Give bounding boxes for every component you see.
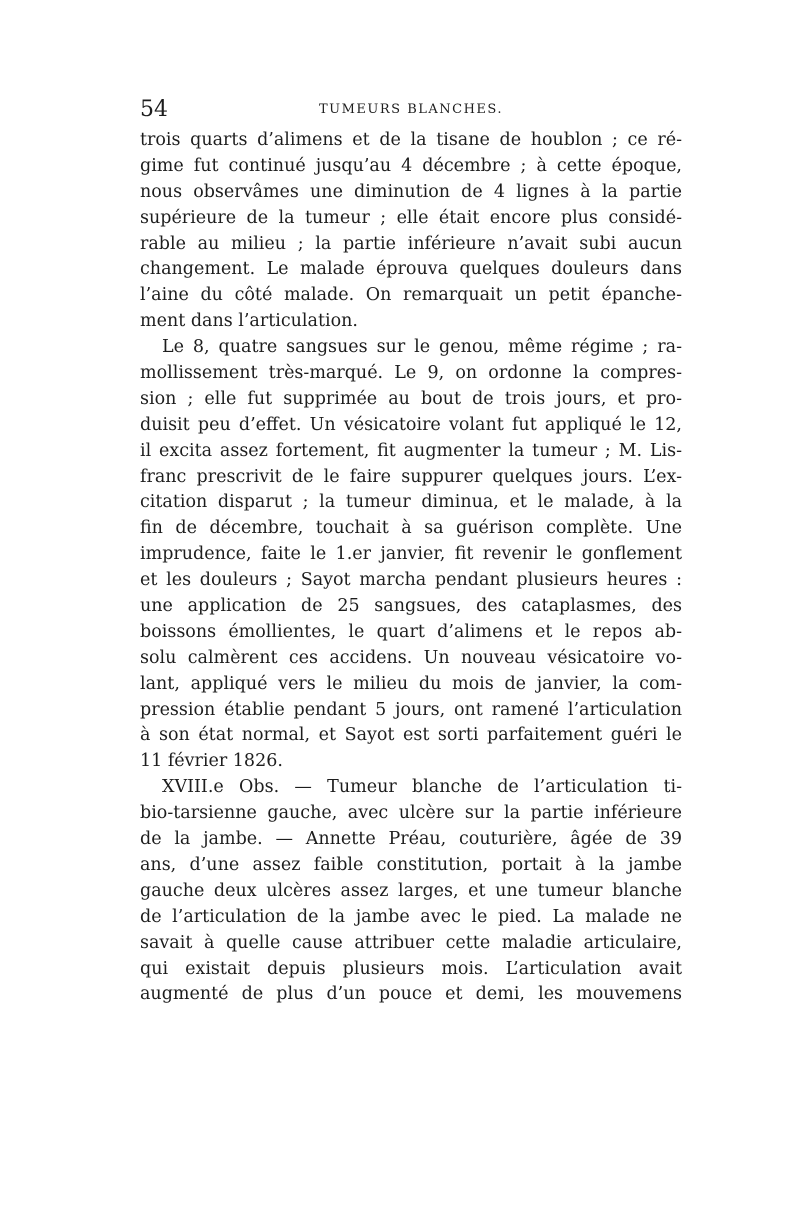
text-line: Le 8, quatre sangsues sur le genou, même régime ; ra- bbox=[162, 337, 682, 358]
text-line: savait à quelle cause attribuer cette maladie articulaire, bbox=[140, 932, 682, 953]
text-line: à son état normal, et Sayot est sorti parfaitement guéri le bbox=[140, 725, 682, 746]
body-text bbox=[140, 128, 682, 1008]
text-line: changement. Le malade éprouva quelques douleurs dans bbox=[140, 259, 682, 280]
text-line: ans, d’une assez faible constitution, portait à la jambe bbox=[140, 854, 682, 875]
text-line: une application de 25 sangsues, des cataplasmes, des bbox=[140, 596, 682, 617]
text-line: lant, appliqué vers le milieu du mois de janvier, la com- bbox=[140, 673, 682, 694]
text-line: et les douleurs ; Sayot marcha pendant plusieurs heures : bbox=[140, 570, 682, 591]
text-line: duisit peu d’effet. Un vésicatoire volant fut appliqué le 12, bbox=[140, 414, 682, 435]
text-line: l’aine du côté malade. On remarquait un petit épanche- bbox=[140, 285, 682, 306]
text-line: solu calmèrent ces accidens. Un nouveau vésicatoire vo- bbox=[140, 647, 682, 668]
text-line: sion ; elle fut supprimée au bout de trois jours, et pro- bbox=[140, 388, 682, 409]
text-line: ment dans l’articulation. bbox=[140, 311, 358, 332]
text-line: de l’articulation de la jambe avec le pied. La malade ne bbox=[140, 906, 682, 927]
text-line: fin de décembre, touchait à sa guérison complète. Une bbox=[140, 518, 682, 539]
text-line: gime fut continué jusqu’au 4 décembre ; à cette époque, bbox=[140, 155, 682, 176]
text-line: mollissement très-marqué. Le 9, on ordonne la compres- bbox=[140, 363, 682, 384]
text-line: trois quarts d’alimens et de la tisane de houblon ; ce ré- bbox=[140, 130, 682, 150]
text-line: XVIII.e Obs. — Tumeur blanche de l’articulation ti- bbox=[162, 777, 682, 798]
text-line: pression établie pendant 5 jours, ont ramené l’articulation bbox=[140, 699, 682, 720]
text-line: il excita assez fortement, fit augmenter la tumeur ; M. Lis- bbox=[140, 440, 682, 461]
text-line: nous observâmes une diminution de 4 lignes à la partie bbox=[140, 181, 682, 202]
running-title: TUMEURS BLANCHES. bbox=[318, 102, 503, 117]
text-line: 11 février 1826. bbox=[140, 751, 283, 772]
page-number: 54 bbox=[140, 97, 168, 122]
text-line: rable au milieu ; la partie inférieure n’avait subi aucun bbox=[140, 233, 682, 254]
text-line: gauche deux ulcères assez larges, et une tumeur blanche bbox=[140, 880, 682, 901]
text-line: augmenté de plus d’un pouce et demi, les mouvemens bbox=[140, 984, 682, 1005]
running-head bbox=[140, 96, 682, 124]
text-line: imprudence, faite le 1.er janvier, fit revenir le gonflement bbox=[140, 544, 682, 565]
text-line: franc prescrivit de le faire suppurer quelques jours. L’ex- bbox=[140, 466, 682, 487]
text-line: qui existait depuis plusieurs mois. L’articulation avait bbox=[140, 958, 682, 979]
text-line: de la jambe. — Annette Préau, couturière, âgée de 39 bbox=[140, 829, 682, 850]
text-line: boissons émollientes, le quart d’alimens et le repos ab- bbox=[140, 621, 682, 642]
text-line: bio-tarsienne gauche, avec ulcère sur la partie inférieure bbox=[140, 803, 682, 824]
text-line: citation disparut ; la tumeur diminua, et le malade, à la bbox=[140, 492, 682, 513]
text-line: supérieure de la tumeur ; elle était encore plus considé- bbox=[140, 207, 682, 228]
